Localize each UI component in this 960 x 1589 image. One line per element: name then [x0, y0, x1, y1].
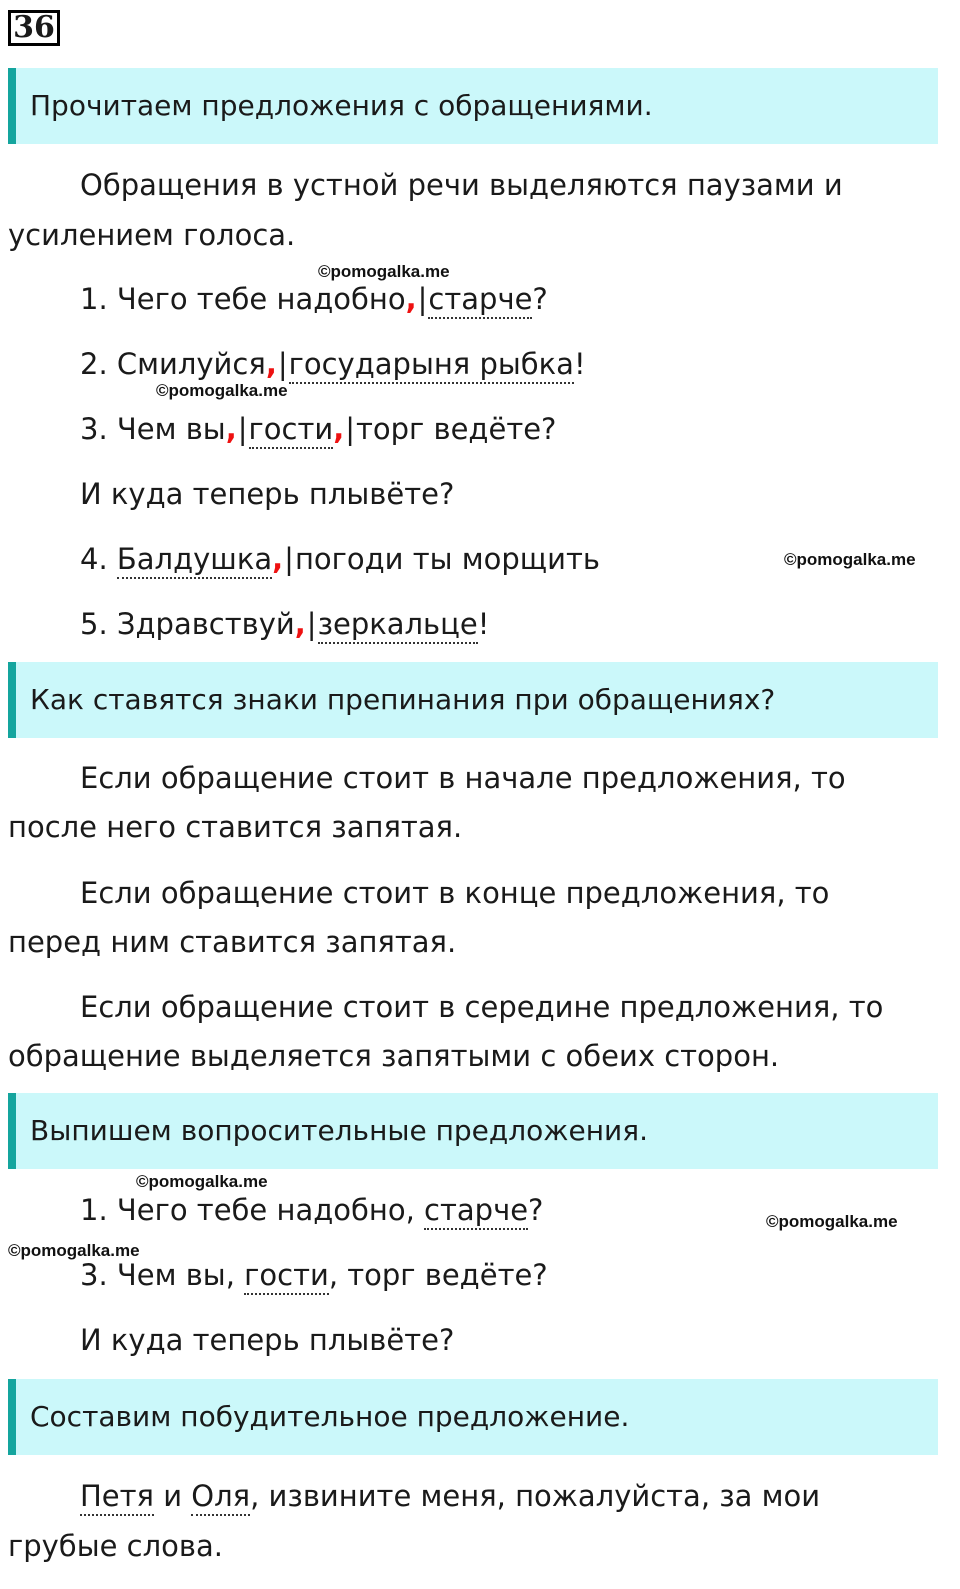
- imperative-line-1: [80, 1479, 820, 1513]
- address-word: Балдушка: [117, 542, 272, 579]
- sentence-5: [80, 607, 489, 641]
- address-comma: ,: [265, 347, 277, 381]
- pause-mark: |: [417, 282, 428, 316]
- section-header-read: Прочитаем предложения с обращениями.: [8, 68, 938, 144]
- address-word: зеркальце: [318, 607, 478, 644]
- address-comma: ,: [272, 542, 284, 576]
- address-comma: ,: [294, 607, 306, 641]
- section-header-imperative: Составим побудительное предложение.: [8, 1379, 938, 1455]
- sentence-number: 4.: [80, 542, 108, 576]
- sentence-number: 3.: [80, 412, 108, 446]
- pause-mark: |: [284, 542, 294, 576]
- sentence-text: Здравствуй: [116, 607, 295, 641]
- address-word: старче: [424, 1193, 528, 1230]
- address-word: гости: [249, 412, 334, 449]
- address-word: Петя: [80, 1479, 154, 1516]
- rule-2-line-1: Если обращение стоит в конце предложения, то: [80, 876, 830, 910]
- rule-1-line-2: после него ставится запятая.: [8, 810, 463, 844]
- intro-line-1: Обращения в устной речи выделяются паузами и: [80, 168, 843, 202]
- question-2: [80, 1258, 548, 1292]
- question-1: [80, 1193, 543, 1227]
- rule-3-line-1: Если обращение стоит в середине предложения, то: [80, 990, 884, 1024]
- sentence-3: [80, 412, 556, 446]
- task-number: 36: [8, 10, 60, 46]
- watermark: ©pomogalka.me: [156, 381, 288, 400]
- sentence-2: [80, 347, 586, 381]
- sentence-text: 3. Чем вы,: [80, 1258, 245, 1292]
- watermark: ©pomogalka.me: [8, 1241, 140, 1260]
- sentence-end: ?: [532, 282, 548, 316]
- address-word: Оля: [191, 1479, 250, 1516]
- sentence-end: !: [573, 347, 586, 381]
- sentence-text: и: [154, 1479, 192, 1513]
- pause-mark: |: [345, 412, 355, 446]
- sentence-end: ?: [528, 1193, 544, 1227]
- sentence-text: , торг ведёте?: [328, 1258, 548, 1292]
- watermark: ©pomogalka.me: [784, 550, 916, 569]
- address-word: гости: [244, 1258, 329, 1295]
- sentence-number: 5.: [80, 607, 108, 641]
- rule-2-line-2: перед ним ставится запятая.: [8, 925, 457, 959]
- address-word: государыня рыбка: [289, 347, 574, 384]
- sentence-text: , извините меня, пожалуйста, за мои: [250, 1479, 821, 1513]
- imperative-line-2: грубые слова.: [8, 1529, 223, 1563]
- sentence-number: 2.: [80, 347, 108, 381]
- pause-mark: |: [306, 607, 317, 641]
- rule-1-line-1: Если обращение стоит в начале предложения, то: [80, 761, 846, 795]
- sentence-text: Смилуйся: [116, 347, 266, 381]
- pause-mark: |: [277, 347, 288, 381]
- watermark: ©pomogalka.me: [318, 262, 450, 281]
- intro-line-2: усилением голоса.: [8, 218, 296, 252]
- sentence-end: !: [477, 607, 490, 641]
- sentence-number: 1.: [80, 282, 108, 316]
- sentence-text: торг ведёте?: [356, 412, 557, 446]
- section-header-questions: Выпишем вопросительные предложения.: [8, 1093, 938, 1169]
- sentence-text: 1. Чего тебе надобно,: [80, 1193, 425, 1227]
- address-comma: ,: [333, 412, 345, 446]
- sentence-text: Чего тебе надобно: [116, 282, 406, 316]
- sentence-1: [80, 282, 548, 316]
- address-word: старче: [428, 282, 532, 319]
- sentence-3-continuation: И куда теперь плывёте?: [80, 477, 455, 511]
- watermark: ©pomogalka.me: [766, 1212, 898, 1231]
- section-header-punctuation: Как ставятся знаки препинания при обращениях?: [8, 662, 938, 738]
- address-comma: ,: [225, 412, 237, 446]
- question-3: И куда теперь плывёте?: [80, 1323, 455, 1357]
- sentence-text: Чем вы: [116, 412, 226, 446]
- sentence-text: погоди ты морщить: [294, 542, 600, 576]
- address-comma: ,: [405, 282, 417, 316]
- watermark: ©pomogalka.me: [136, 1172, 268, 1191]
- rule-3-line-2: обращение выделяется запятыми с обеих сторон.: [8, 1039, 780, 1073]
- sentence-4: [80, 542, 600, 576]
- pause-mark: |: [237, 412, 248, 446]
